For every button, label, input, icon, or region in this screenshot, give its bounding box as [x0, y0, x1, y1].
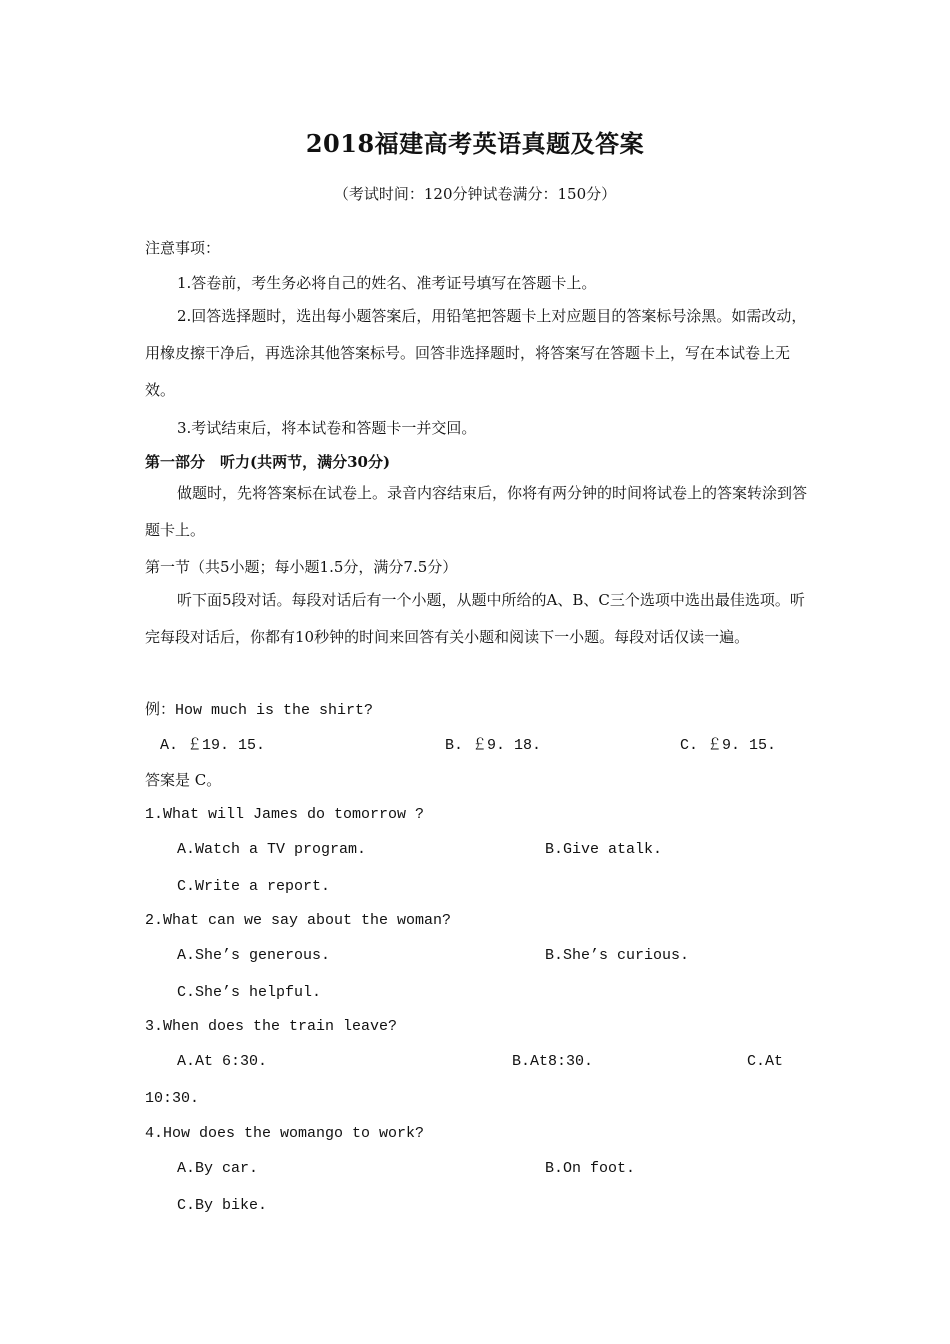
part1-instruction-text: 做题时，先将答案标在试卷上。录音内容结束后，你将有两分钟的时间将试卷上的答案转涂到答题卡上。 — [145, 484, 808, 539]
question-4-option-c: C.By bike. — [177, 1197, 268, 1214]
question-1-option-c: C.Write a report. — [177, 878, 331, 895]
question-1-option-b: B.Give atalk. — [545, 841, 663, 858]
question-2-stem: 2.What can we say about the woman? — [145, 912, 452, 929]
section1-instruction-text: 听下面5段对话。每段对话后有一个小题，从题中所给的A、B、C三个选项中选出最佳选项。听完每段对话后，你都有10秒钟的时间来回答有关小题和阅读下一小题。每段对话仅读一遍。 — [145, 591, 805, 646]
example-option-c: C. ￡9. 15. — [680, 737, 777, 754]
note-item-3: 3.考试结束后，将本试卷和答题卡一并交回。 — [177, 419, 477, 437]
question-1-option-a: A.Watch a TV program. — [177, 841, 367, 858]
question-3-option-c: C.At — [747, 1053, 784, 1070]
question-1-stem: 1.What will James do tomorrow ? — [145, 806, 425, 823]
question-4-option-b: B.On foot. — [545, 1160, 636, 1177]
question-3-stem: 3.When does the train leave? — [145, 1018, 398, 1035]
section1-instruction — [145, 582, 807, 656]
exam-info: （考试时间：120分钟试卷满分：150分） — [333, 185, 617, 203]
note-item-1: 1.答卷前，考生务必将自己的姓名、准考证号填写在答题卡上。 — [177, 274, 597, 292]
note-item-2 — [145, 298, 807, 409]
note-item-2-text: 2.回答选择题时，选出每小题答案后，用铅笔把答题卡上对应题目的答案标号涂黑。如需改动，用橡皮擦干净后，再选涂其他答案标号。回答非选择题时，将答案写在答题卡上，写在本试卷上无效。 — [145, 307, 807, 399]
part1-heading: 第一部分 听力(共两节，满分30分) — [145, 453, 391, 471]
example-option-b: B. ￡9. 18. — [445, 737, 542, 754]
question-3-option-c-continued: 10:30. — [145, 1090, 200, 1107]
question-4-stem: 4.How does the womango to work? — [145, 1125, 425, 1142]
example-question: 例：How much is the shirt? — [145, 702, 374, 719]
question-2-option-a: A.She’s generous. — [177, 947, 331, 964]
page-title: 2018福建高考英语真题及答案 — [305, 129, 645, 158]
question-4-option-a: A.By car. — [177, 1160, 259, 1177]
question-3-option-b: B.At8:30. — [512, 1053, 594, 1070]
question-2-option-b: B.She’s curious. — [545, 947, 690, 964]
question-2-option-c: C.She’s helpful. — [177, 984, 322, 1001]
example-answer: 答案是 C。 — [145, 771, 222, 789]
example-option-a: A. ￡19. 15. — [160, 737, 266, 754]
section1-heading: 第一节（共5小题；每小题1.5分，满分7.5分） — [145, 558, 458, 576]
notes-heading: 注意事项： — [145, 239, 221, 257]
part1-instruction — [145, 475, 807, 549]
question-3-option-a: A.At 6:30. — [177, 1053, 268, 1070]
